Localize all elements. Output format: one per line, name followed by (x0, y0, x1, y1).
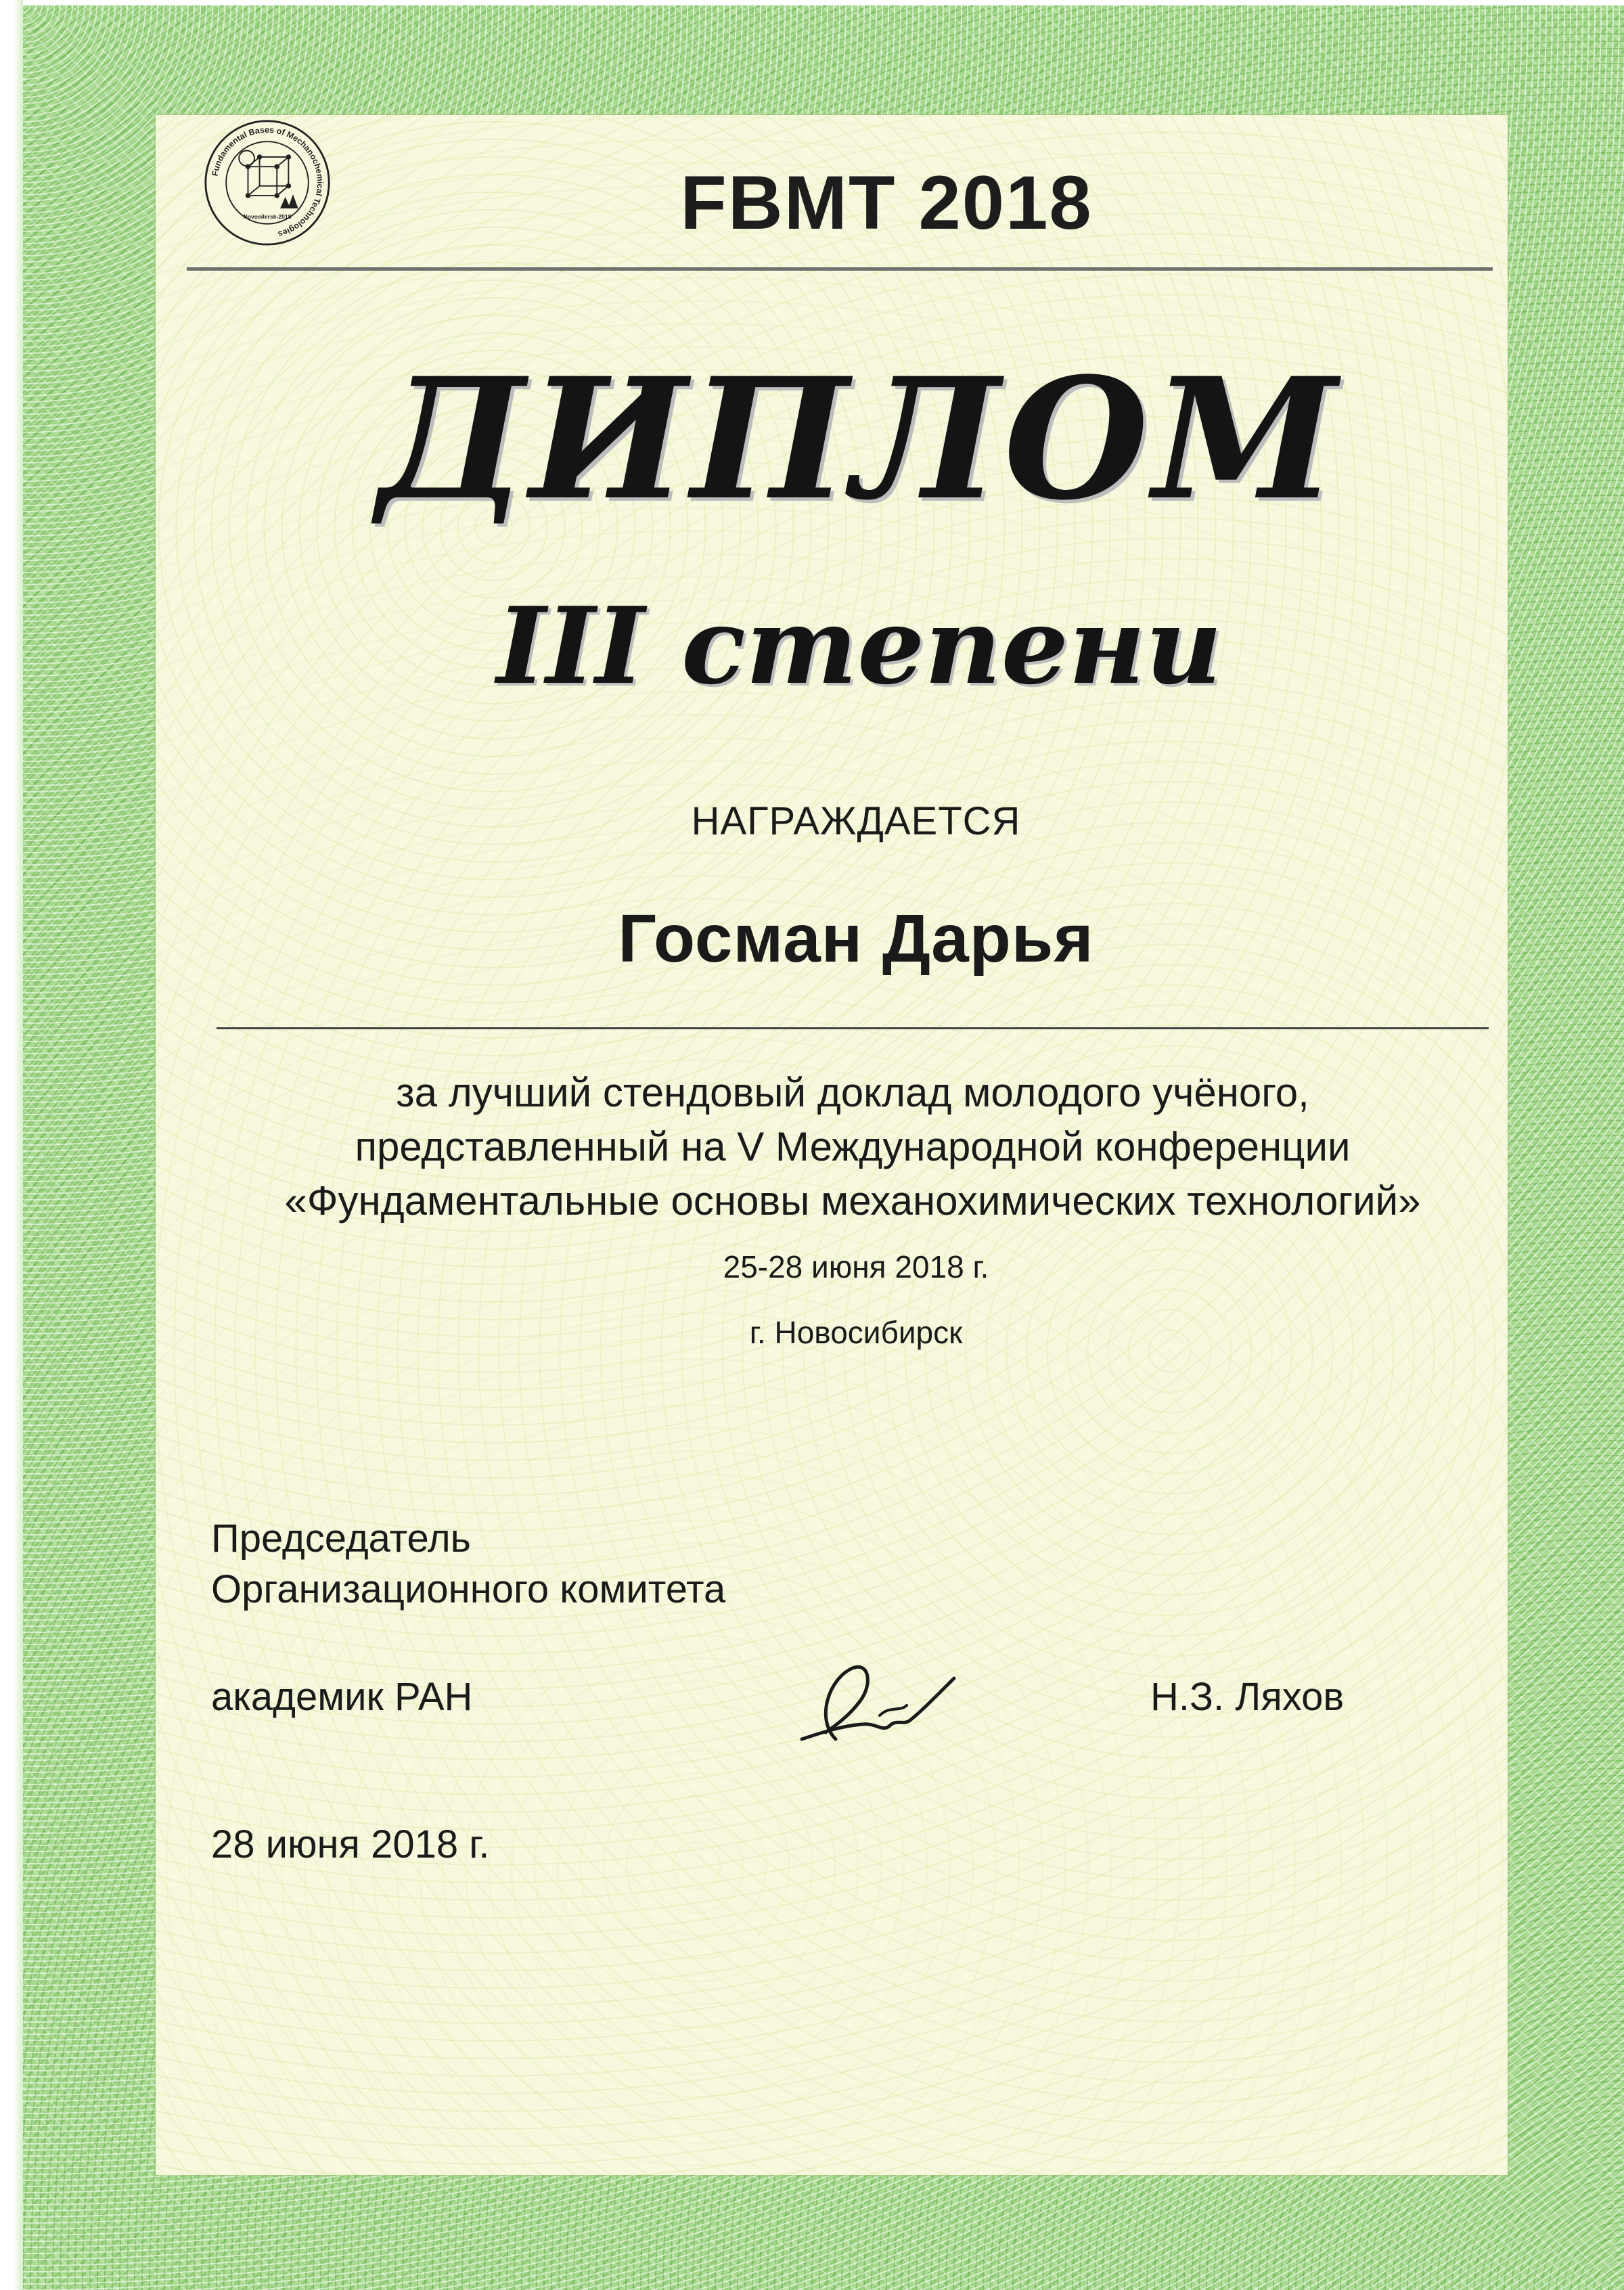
reason-line-1: за лучший стендовый доклад молодого учёного, (396, 1070, 1309, 1115)
signatory-role (211, 1513, 725, 1615)
svg-text:Novosibirsk-2018: Novosibirsk-2018 (243, 213, 292, 221)
signatory-role-line-2: Организационного комитета (211, 1567, 726, 1611)
signature-icon (788, 1638, 964, 1753)
signatory-name: Н.З. Ляхов (1150, 1675, 1345, 1719)
diploma-degree: III степени (496, 584, 1223, 708)
recipient-name: Госман Дарья (618, 901, 1094, 976)
reason-line-3: «Фундаментальные основы механохимических технологий» (284, 1178, 1421, 1223)
reason-line-2: представленный на V Международной конференции (355, 1124, 1351, 1169)
recipient-divider (217, 1027, 1489, 1029)
svg-text:Fundamental Bases of Mechanoch: Fundamental Bases of Mechanochemical Technologies (210, 125, 325, 240)
header-divider (187, 267, 1493, 271)
conference-logo-icon (203, 118, 332, 247)
signatory-role-line-1: Председатель (211, 1517, 471, 1561)
event-city: г. Новосибирск (749, 1315, 963, 1350)
scan-edge (0, 0, 23, 2290)
awarded-label: НАГРАЖДАЕТСЯ (691, 799, 1021, 843)
issue-date: 28 июня 2018 г. (211, 1822, 490, 1866)
event-dates: 25-28 июня 2018 г. (723, 1249, 989, 1284)
conference-title: FBMT 2018 (680, 160, 1093, 245)
signatory-rank: академик РАН (211, 1675, 473, 1719)
diploma-title: ДИПЛОМ (378, 342, 1341, 537)
award-reason (169, 1066, 1536, 1228)
